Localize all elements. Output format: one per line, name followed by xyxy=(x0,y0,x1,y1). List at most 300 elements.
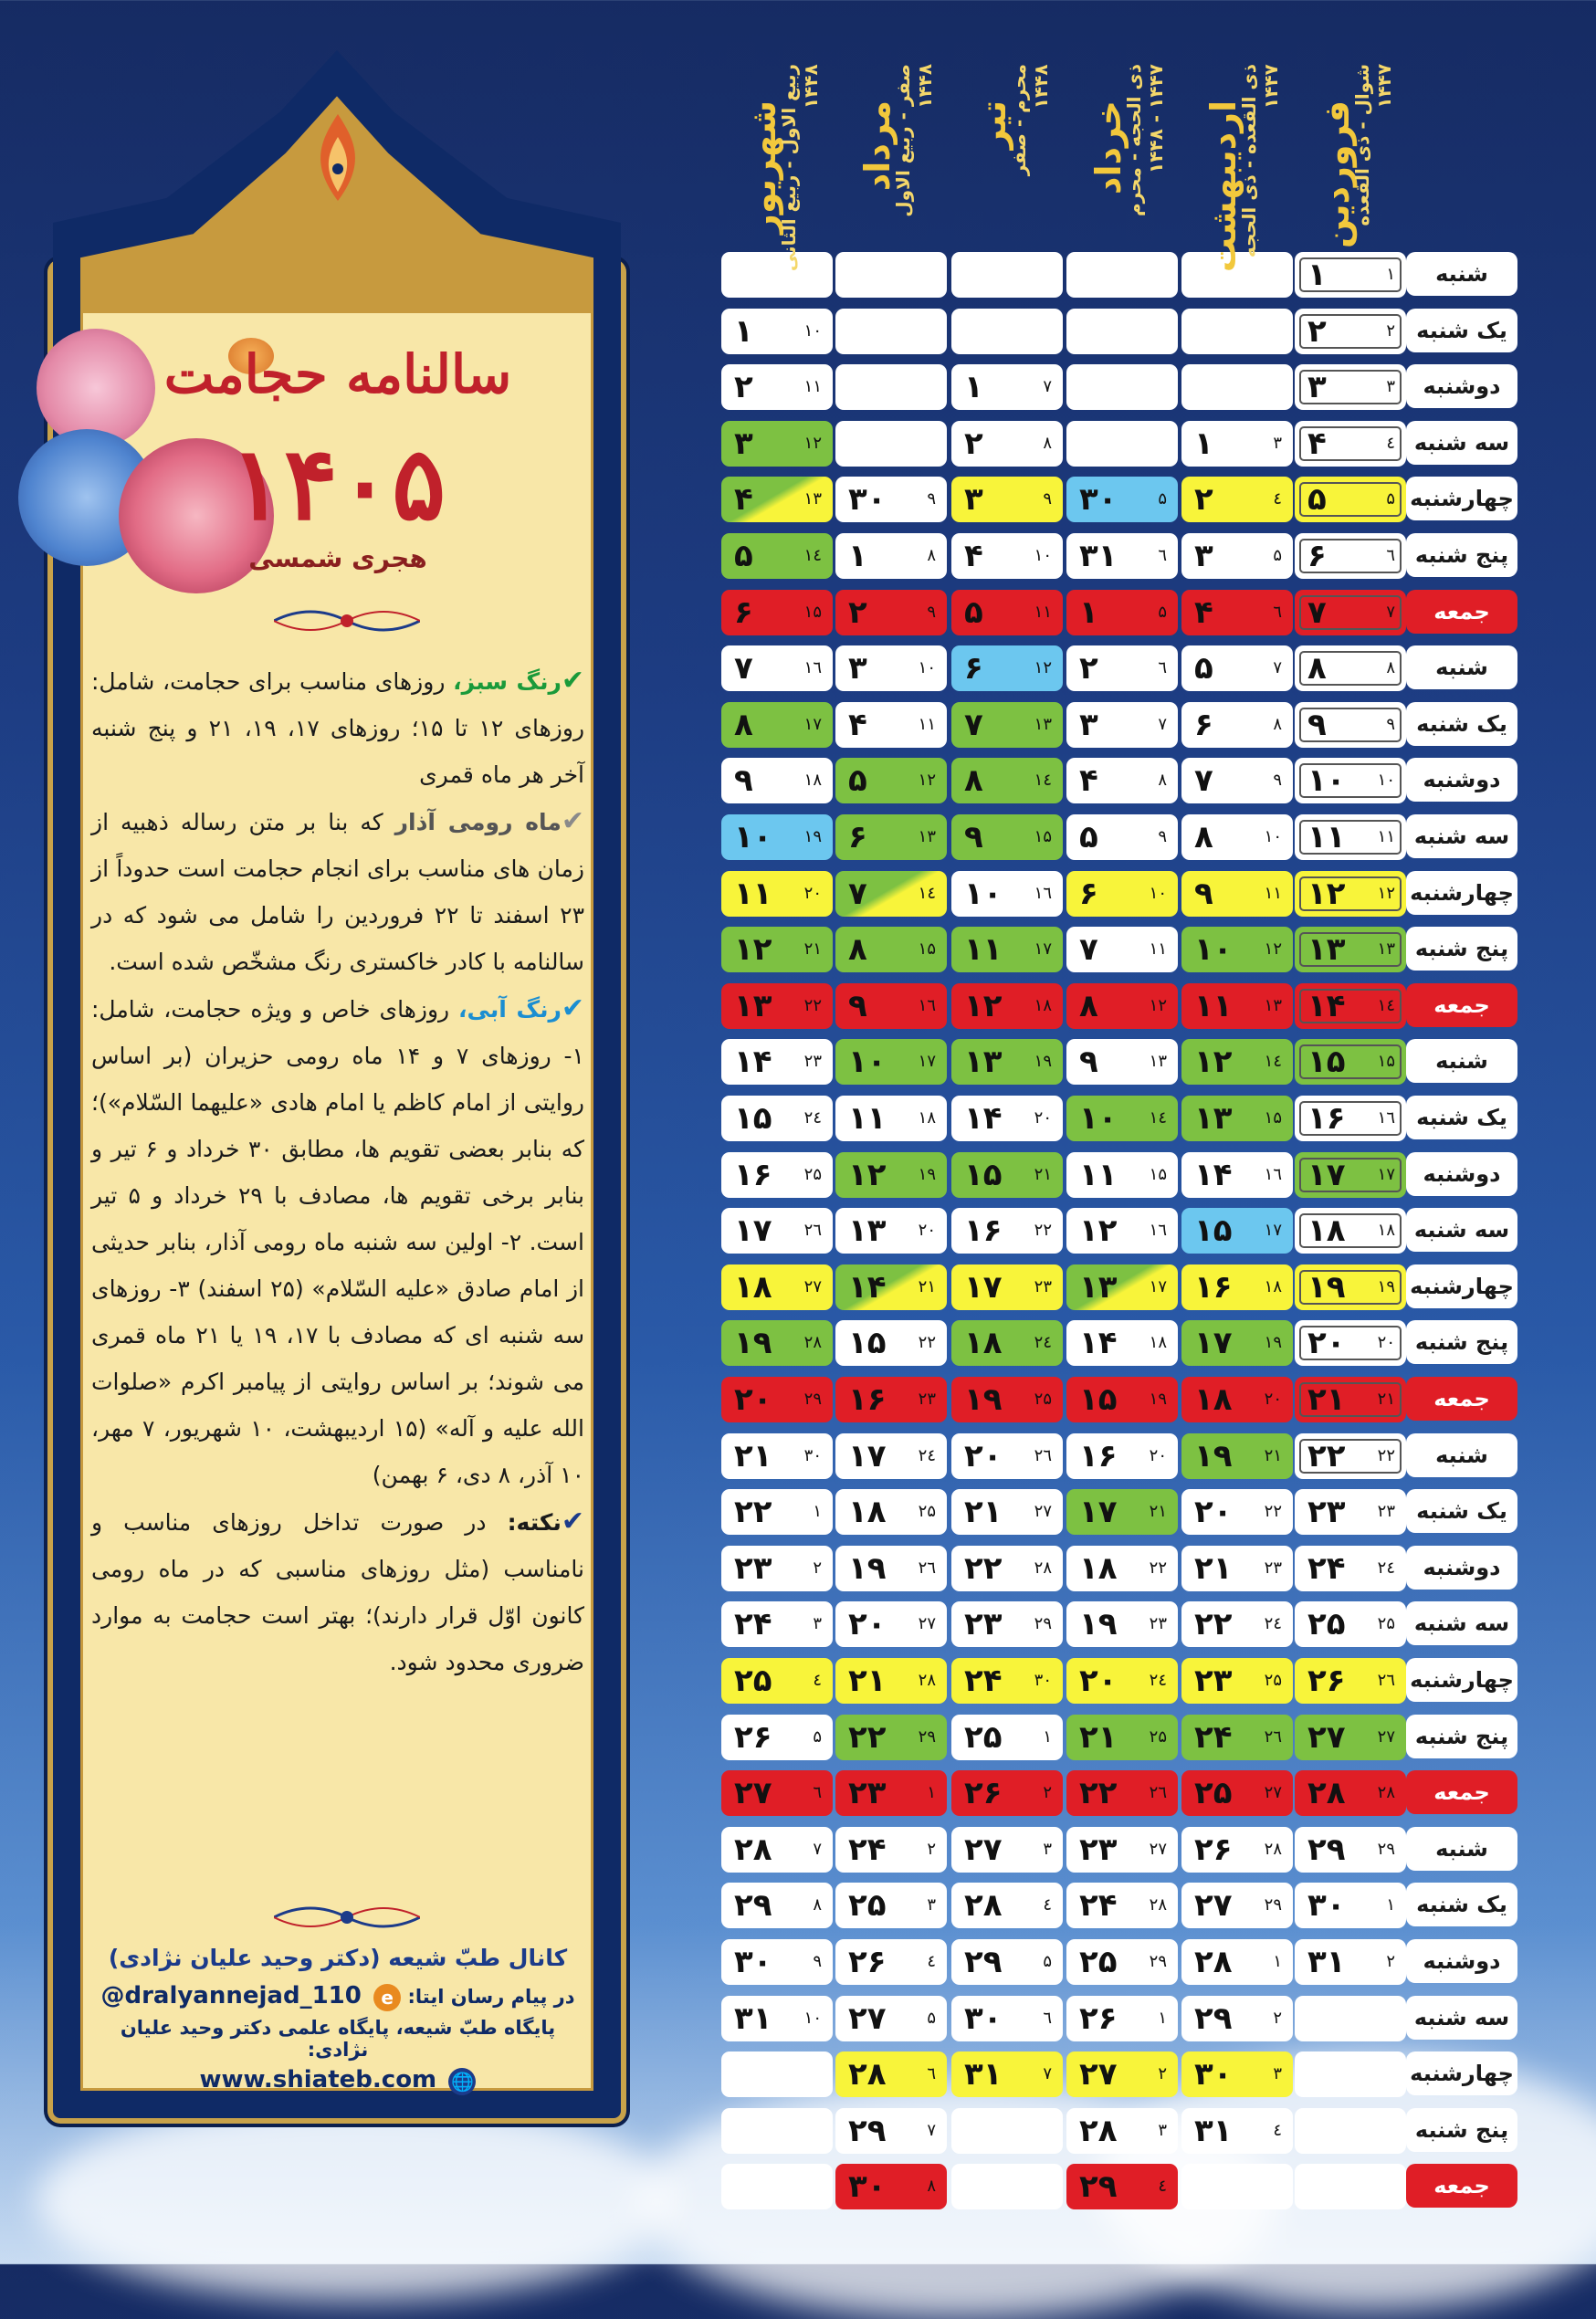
lunar-day-number: ۸ xyxy=(1273,714,1282,734)
calendar-day-cell xyxy=(1295,871,1406,917)
weekday-label: یک شنبه xyxy=(1406,1096,1517,1139)
lunar-day-number: ۱٦ xyxy=(918,995,936,1015)
calendar-day-cell xyxy=(1295,702,1406,748)
lunar-day-number: ۲۰ xyxy=(918,1221,936,1241)
contact-footer xyxy=(91,1945,584,2101)
lunar-day-number: ٦ xyxy=(813,1783,822,1803)
calendar-day-cell xyxy=(835,927,947,972)
lunar-day-number: ٤ xyxy=(1273,489,1282,509)
weekday-label: سه شنبه xyxy=(1406,1601,1517,1645)
calendar-day-cell xyxy=(1066,1996,1178,2041)
calendar-day-cell xyxy=(835,1939,947,1985)
solar-day-number: ۱۸ xyxy=(848,1494,887,1531)
empty-day-cell xyxy=(721,2051,833,2097)
globe-icon: 🌐 xyxy=(448,2068,476,2095)
solar-day-number: ۲ xyxy=(734,369,753,406)
calendar-day-cell xyxy=(721,702,833,748)
solar-day-number: ۷ xyxy=(1307,593,1327,631)
solar-day-number: ۱۳ xyxy=(1079,1268,1118,1306)
lunar-day-number: ۵ xyxy=(813,1726,822,1747)
calendar-day-cell xyxy=(1295,1039,1406,1085)
lunar-day-number: ۱۰ xyxy=(803,320,822,341)
solar-day-number: ۱۹ xyxy=(964,1381,1003,1418)
lunar-day-number: ۲۹ xyxy=(1034,1614,1052,1634)
solar-day-number: ۱۹ xyxy=(734,1325,772,1362)
month-name: خرداد xyxy=(1088,100,1129,195)
calendar-day-cell xyxy=(1066,871,1178,917)
lunar-day-number: ٤ xyxy=(927,1952,936,1971)
lunar-day-number: ۱٦ xyxy=(803,658,822,678)
weekday-label: جمعه xyxy=(1406,590,1517,634)
solar-day-number: ۳۰ xyxy=(734,1944,772,1980)
lunar-day-number: ۱۰ xyxy=(1377,771,1395,791)
lunar-day-number: ۳ xyxy=(1273,433,1282,453)
calendar-day-cell xyxy=(1295,1546,1406,1591)
weekday-label: سه شنبه xyxy=(1406,814,1517,858)
lunar-day-number: ۱۹ xyxy=(803,827,822,846)
solar-day-number: ۳ xyxy=(1307,369,1327,406)
lunar-day-number: ۱٤ xyxy=(1149,1108,1167,1128)
calendar-day-cell xyxy=(1181,1770,1293,1816)
empty-day-cell xyxy=(1181,364,1293,410)
lunar-day-number: ٤ xyxy=(1158,2177,1167,2197)
solar-day-number: ۳۱ xyxy=(734,1999,772,2037)
calendar-day-cell xyxy=(835,1377,947,1422)
solar-day-number: ۹ xyxy=(734,762,753,800)
solar-day-number: ۱۳ xyxy=(964,1044,1003,1081)
calendar-day-cell xyxy=(1181,1546,1293,1591)
solar-day-number: ۲۰ xyxy=(734,1381,772,1418)
calendar-day-cell xyxy=(951,871,1063,917)
weekday-label: دوشنبه xyxy=(1406,758,1517,802)
solar-day-number: ۲۲ xyxy=(848,1718,887,1756)
lunar-day-number: ۳ xyxy=(1043,1839,1052,1859)
calendar-day-cell xyxy=(1181,1658,1293,1704)
solar-day-number: ۹ xyxy=(1307,706,1327,743)
calendar-day-cell xyxy=(721,1883,833,1928)
site-row xyxy=(91,2066,584,2095)
site-label: پایگاه طبّ شیعه، پایگاه علمی دکتر وحید علیان نژادی: xyxy=(120,2017,556,2061)
calendar-day-cell xyxy=(1181,758,1293,803)
lunar-day-number: ٦ xyxy=(1158,658,1167,678)
calendar-day-cell xyxy=(1295,1264,1406,1310)
calendar-day-cell xyxy=(1066,814,1178,860)
lunar-day-number: ۸ xyxy=(1043,433,1052,453)
lunar-day-number: ۲۷ xyxy=(1149,1839,1167,1859)
weekday-label: پنج شنبه xyxy=(1406,927,1517,971)
weekday-label: دوشنبه xyxy=(1406,1939,1517,1983)
lunar-day-number: ۱٦ xyxy=(1377,1108,1395,1128)
lunar-day-number: ۱۲ xyxy=(803,433,822,453)
solar-day-number: ۲۷ xyxy=(1194,1887,1233,1925)
weekday-label: چهارشنبه xyxy=(1406,871,1517,915)
calendar-day-cell xyxy=(721,309,833,354)
calendar-day-cell xyxy=(721,983,833,1029)
month-name: فروردین xyxy=(1317,100,1357,248)
lunar-day-number: ۲۵ xyxy=(1149,1726,1167,1747)
calendar-day-cell xyxy=(835,1546,947,1591)
calendar-day-cell xyxy=(1181,1489,1293,1535)
calendar-day-cell xyxy=(835,1152,947,1198)
empty-day-cell xyxy=(721,2164,833,2209)
check-icon: ✔ xyxy=(561,992,585,1024)
lunar-day-number: ۱۳ xyxy=(1034,714,1052,734)
solar-day-number: ۳ xyxy=(1194,538,1213,574)
lunar-day-number: ۲۰ xyxy=(1377,1333,1395,1353)
empty-day-cell xyxy=(1066,421,1178,467)
lunar-day-number: ۳ xyxy=(1386,377,1395,397)
solar-day-number: ۲۱ xyxy=(964,1494,1003,1531)
calendar-day-cell xyxy=(951,1264,1063,1310)
calendar-day-cell xyxy=(1066,1096,1178,1141)
lunar-day-number: ۲۰ xyxy=(803,883,822,903)
solar-day-number: ۲۰ xyxy=(964,1437,1003,1474)
solar-day-number: ۸ xyxy=(1307,650,1327,687)
lunar-day-number: ۲۵ xyxy=(1034,1390,1052,1409)
solar-day-number: ۱۱ xyxy=(1079,1156,1118,1193)
lunar-day-number: ۲۸ xyxy=(803,1333,822,1353)
solar-day-number: ۱۴ xyxy=(848,1268,887,1306)
lunar-day-number: ۷ xyxy=(1273,658,1282,678)
solar-day-number: ۲۷ xyxy=(964,1831,1003,1868)
solar-day-number: ۱۴ xyxy=(1194,1156,1233,1193)
lunar-day-number: ۲۹ xyxy=(803,1390,822,1409)
lunar-day-number: ۲۵ xyxy=(918,1502,936,1522)
calendar-day-cell xyxy=(1181,1320,1293,1366)
calendar-day-cell xyxy=(835,1827,947,1873)
solar-day-number: ۳۰ xyxy=(848,481,887,519)
calendar-day-cell xyxy=(721,1601,833,1647)
solar-day-number: ۱ xyxy=(964,369,983,406)
lunar-year: ۱۴۴۷ xyxy=(1373,64,1395,109)
lunar-day-number: ۱٤ xyxy=(803,546,822,565)
lunar-day-number: ۱٤ xyxy=(1377,995,1395,1015)
lunar-month-range xyxy=(1238,64,1282,257)
solar-day-number: ۷ xyxy=(1194,762,1213,800)
lunar-day-number: ۱۲ xyxy=(1264,939,1282,960)
solar-day-number: ۵ xyxy=(1194,650,1213,687)
lunar-day-number: ۱۰ xyxy=(918,658,936,678)
solar-day-number: ۲۸ xyxy=(1194,1944,1233,1980)
lunar-day-number: ۲۲ xyxy=(1149,1558,1167,1578)
calendar-day-cell xyxy=(1066,1208,1178,1254)
solar-day-number: ۱۱ xyxy=(1194,987,1233,1024)
calendar-day-cell xyxy=(1181,1208,1293,1254)
lunar-day-number: ۱۱ xyxy=(803,377,822,397)
lunar-day-number: ۷ xyxy=(1386,602,1395,622)
weekday-label: یک شنبه xyxy=(1406,702,1517,746)
lunar-day-number: ٤ xyxy=(1386,433,1395,453)
solar-day-number: ۲۷ xyxy=(1307,1718,1346,1756)
calendar-day-cell xyxy=(1066,1320,1178,1366)
solar-day-number: ۲۸ xyxy=(848,2056,887,2093)
lunar-month-range xyxy=(1123,64,1167,216)
lunar-day-number: ۵ xyxy=(927,2008,936,2028)
calendar-day-cell xyxy=(1066,645,1178,691)
empty-day-cell xyxy=(951,252,1063,298)
calendar-day-cell xyxy=(951,1152,1063,1198)
calendar-day-cell xyxy=(1181,1601,1293,1647)
calendar-day-cell xyxy=(835,1996,947,2041)
calendar-day-cell xyxy=(1066,1939,1178,1985)
solar-day-number: ۱۷ xyxy=(1079,1494,1118,1531)
lunar-day-number: ۱۷ xyxy=(1264,1221,1282,1241)
calendar-day-cell xyxy=(1295,1601,1406,1647)
solar-day-number: ۴ xyxy=(848,706,867,743)
solar-day-number: ۱۷ xyxy=(848,1437,887,1474)
month-header xyxy=(1066,55,1176,247)
lunar-day-number: ۲۸ xyxy=(1264,1839,1282,1859)
calendar-day-cell xyxy=(1181,814,1293,860)
lunar-day-number: ۲ xyxy=(1273,2008,1282,2028)
solar-day-number: ۱۰ xyxy=(848,1044,887,1081)
lunar-day-number: ۳ xyxy=(813,1614,822,1634)
solar-day-number: ۲۴ xyxy=(1307,1549,1346,1587)
lunar-day-number: ۱۱ xyxy=(1377,827,1395,846)
calendar-day-cell xyxy=(1295,1827,1406,1873)
calendar-day-cell xyxy=(835,1658,947,1704)
lunar-day-number: ۲۱ xyxy=(918,1276,936,1296)
lunar-month-range xyxy=(1008,64,1052,175)
legend-green: ✔رنگ سبز، روزهای مناسب برای حجامت، شامل: روزهای ۱۲ تا ۱۵؛ روزهای ۱۷، ۱۹، ۲۱ و پنج شنبه آخر هر ماه قمری xyxy=(91,665,585,788)
solar-day-number: ۱ xyxy=(1194,425,1213,462)
calendar-day-cell xyxy=(1181,871,1293,917)
calendar-day-cell xyxy=(1181,1715,1293,1760)
solar-day-number: ۲ xyxy=(964,425,983,462)
month-name: تیر xyxy=(973,100,1013,150)
lunar-day-number: ۱۹ xyxy=(1149,1390,1167,1409)
lunar-day-number: ۲۰ xyxy=(1264,1390,1282,1409)
solar-day-number: ۷ xyxy=(964,706,983,743)
solar-day-number: ۲۰ xyxy=(848,1606,887,1643)
solar-day-number: ۱۰ xyxy=(964,875,1003,912)
calendar-day-cell xyxy=(1066,1827,1178,1873)
calendar-day-cell xyxy=(951,1601,1063,1647)
calendar-day-cell xyxy=(1066,2051,1178,2097)
lunar-day-number: ۲۹ xyxy=(918,1726,936,1747)
calendar-day-cell xyxy=(951,2051,1063,2097)
solar-day-number: ۱۹ xyxy=(1079,1606,1118,1643)
solar-day-number: ۲۲ xyxy=(964,1549,1003,1587)
weekday-label: پنج شنبه xyxy=(1406,1715,1517,1758)
lunar-day-number: ۱۱ xyxy=(918,714,936,734)
lunar-day-number: ۱۹ xyxy=(1034,1052,1052,1072)
solar-day-number: ۱۹ xyxy=(1194,1437,1233,1474)
lunar-month-names: ذی الحجه - محرم xyxy=(1123,64,1145,217)
solar-day-number: ۷ xyxy=(848,875,867,912)
solar-day-number: ۲۸ xyxy=(734,1831,772,1868)
lunar-month-names: صفر - ربیع الاول xyxy=(892,64,914,217)
calendar-day-cell xyxy=(951,1827,1063,1873)
lunar-day-number: ۱ xyxy=(927,1783,936,1803)
calendar-day-cell xyxy=(951,1208,1063,1254)
calendar-day-cell xyxy=(951,1996,1063,2041)
lunar-day-number: ٤ xyxy=(813,1671,822,1690)
solar-day-number: ۷ xyxy=(734,650,753,687)
empty-day-cell xyxy=(1295,1996,1406,2041)
solar-day-number: ۲۲ xyxy=(734,1494,772,1531)
solar-day-number: ۱ xyxy=(848,538,867,574)
solar-day-number: ۴ xyxy=(1307,425,1327,462)
solar-day-number: ۱۲ xyxy=(734,931,772,969)
lunar-month-range xyxy=(778,64,822,271)
solar-day-number: ۲۳ xyxy=(1079,1831,1118,1868)
weekday-label: پنج شنبه xyxy=(1406,1320,1517,1364)
calendar-day-cell xyxy=(1295,814,1406,860)
lunar-day-number: ۵ xyxy=(1386,489,1395,509)
solar-day-number: ۲۵ xyxy=(734,1663,772,1699)
lunar-day-number: ۲٤ xyxy=(1264,1614,1282,1634)
weekday-label: سه شنبه xyxy=(1406,1208,1517,1252)
calendar-day-cell xyxy=(951,364,1063,410)
lunar-day-number: ۲ xyxy=(1158,2064,1167,2084)
calendar-day-cell xyxy=(721,1770,833,1816)
solar-day-number: ۶ xyxy=(1307,538,1327,574)
solar-day-number: ۷ xyxy=(1079,931,1098,969)
lunar-day-number: ۱۸ xyxy=(1034,995,1052,1015)
weekday-label: شنبه xyxy=(1406,1433,1517,1477)
solar-day-number: ۱۴ xyxy=(734,1044,772,1081)
lunar-day-number: ۲۷ xyxy=(918,1614,936,1634)
calendar-day-cell xyxy=(721,1433,833,1479)
lunar-day-number: ٦ xyxy=(927,2064,936,2084)
lunar-day-number: ۹ xyxy=(927,489,936,509)
empty-day-cell xyxy=(1181,2164,1293,2209)
calendar-day-cell xyxy=(1295,1377,1406,1422)
lunar-day-number: ۳۰ xyxy=(1034,1671,1052,1690)
calendar-day-cell xyxy=(721,1152,833,1198)
cloud-decoration xyxy=(37,2100,676,2301)
lunar-day-number: ۲۸ xyxy=(1149,1895,1167,1915)
lunar-day-number: ۲٦ xyxy=(1034,1445,1052,1465)
messenger-handle-link[interactable]: @dralyannejad_110 xyxy=(100,1982,362,2009)
calendar-day-cell xyxy=(835,533,947,579)
lunar-day-number: ۲۳ xyxy=(1034,1276,1052,1296)
solar-day-number: ۲۵ xyxy=(1194,1775,1233,1812)
check-icon: ✔ xyxy=(561,665,584,697)
empty-day-cell xyxy=(951,2164,1063,2209)
solar-day-number: ۲۳ xyxy=(964,1606,1003,1643)
lunar-day-number: ۱٦ xyxy=(1034,883,1052,903)
lunar-day-number: ۱۲ xyxy=(1034,658,1052,678)
site-url-link[interactable]: www.shiateb.com xyxy=(199,2066,437,2093)
lunar-day-number: ۱۲ xyxy=(1377,883,1395,903)
calendar-day-cell xyxy=(951,1489,1063,1535)
calendar-day-cell xyxy=(1295,1939,1406,1985)
lunar-day-number: ۲۷ xyxy=(803,1276,822,1296)
solar-day-number: ۱۰ xyxy=(1307,762,1346,800)
lunar-day-number: ۲٤ xyxy=(918,1445,936,1465)
empty-day-cell xyxy=(835,421,947,467)
lunar-year: ۱۴۴۷ xyxy=(1260,64,1282,109)
lunar-month-names: شوال - ذی القعده xyxy=(1351,64,1373,226)
solar-day-number: ۲۵ xyxy=(964,1718,1003,1756)
solar-day-number: ۱۹ xyxy=(1307,1268,1346,1306)
lunar-day-number: ۲٦ xyxy=(1264,1726,1282,1747)
solar-day-number: ۹ xyxy=(848,987,867,1024)
solar-day-number: ۲۴ xyxy=(848,1831,887,1868)
calendar-day-cell xyxy=(721,1096,833,1141)
lunar-day-number: ۲٦ xyxy=(918,1558,936,1578)
calendar-day-cell xyxy=(1066,477,1178,522)
weekday-label: سه شنبه xyxy=(1406,1996,1517,2040)
calendar-day-cell xyxy=(951,1320,1063,1366)
solar-day-number: ۱۶ xyxy=(734,1156,772,1193)
calendar-day-cell xyxy=(835,1320,947,1366)
solar-day-number: ۱۰ xyxy=(734,819,772,855)
calendar-day-cell xyxy=(721,533,833,579)
lunar-month-range xyxy=(892,64,936,217)
solar-day-number: ۱۷ xyxy=(1307,1156,1346,1193)
calendar-day-cell xyxy=(1295,983,1406,1029)
solar-day-number: ۲۹ xyxy=(1194,1999,1233,2037)
lunar-day-number: ۲۰ xyxy=(1034,1108,1052,1128)
lunar-day-number: ۲٤ xyxy=(1377,1558,1395,1578)
lunar-day-number: ۱۸ xyxy=(1377,1221,1395,1241)
calendar-day-cell xyxy=(951,477,1063,522)
lunar-day-number: ۱۸ xyxy=(1149,1333,1167,1353)
lunar-day-number: ۱۳ xyxy=(918,827,936,846)
calendar-day-cell xyxy=(1066,2164,1178,2209)
lunar-day-number: ۲۷ xyxy=(1264,1783,1282,1803)
month-header xyxy=(1181,55,1291,273)
calendar-day-cell xyxy=(721,1320,833,1366)
lunar-day-number: ۲٦ xyxy=(1377,1671,1395,1690)
lunar-day-number: ۲ xyxy=(1386,1952,1395,1971)
lunar-day-number: ۱۵ xyxy=(1149,1164,1167,1184)
lunar-day-number: ۱ xyxy=(813,1502,822,1522)
calendar-day-cell xyxy=(835,2108,947,2154)
solar-day-number: ۲۴ xyxy=(1194,1718,1233,1756)
lunar-day-number: ۵ xyxy=(1043,1952,1052,1971)
calendar-day-cell xyxy=(1295,1152,1406,1198)
lunar-day-number: ۲۸ xyxy=(918,1671,936,1690)
weekday-label: دوشنبه xyxy=(1406,1152,1517,1196)
calendar-day-cell xyxy=(835,871,947,917)
month-header xyxy=(721,55,831,272)
lunar-day-number: ۸ xyxy=(927,2177,936,2197)
solar-day-number: ۲۹ xyxy=(1307,1831,1346,1868)
calendar-day-cell xyxy=(1181,702,1293,748)
calendar-day-cell xyxy=(721,814,833,860)
lunar-month-names: ربیع الاول - ربیع الثانی xyxy=(778,64,800,272)
solar-day-number: ۱۲ xyxy=(1307,875,1346,912)
calendar-day-cell xyxy=(1295,1433,1406,1479)
lunar-day-number: ۷ xyxy=(1043,377,1052,397)
calendar-day-cell xyxy=(1181,1039,1293,1085)
solar-day-number: ۱۹ xyxy=(848,1549,887,1587)
solar-day-number: ۱۸ xyxy=(964,1325,1003,1362)
lunar-day-number: ۲۵ xyxy=(803,1164,822,1184)
calendar-day-cell xyxy=(1066,1152,1178,1198)
calendar-day-cell xyxy=(721,1996,833,2041)
lunar-day-number: ۳ xyxy=(927,1895,936,1915)
legend-note: ✔نکته: در صورت تداخل روزهای مناسب و نامناسب (مثل روزهای مناسبی که در ماه رومی کانون اوّل قرار دارند)؛ بهتر است حجامت به موارد ضروری محدود شود. xyxy=(91,1506,584,1675)
solar-day-number: ۲۱ xyxy=(734,1437,772,1474)
lunar-day-number: ۲٤ xyxy=(1149,1671,1167,1690)
month-name: شهریور xyxy=(743,100,783,235)
solar-day-number: ۳۱ xyxy=(1079,538,1118,574)
lunar-day-number: ۲۵ xyxy=(1377,1614,1395,1634)
lunar-day-number: ۱۰ xyxy=(803,2008,822,2028)
calendar-day-cell xyxy=(721,1377,833,1422)
calendar-day-cell xyxy=(721,590,833,635)
lunar-day-number: ۹ xyxy=(1273,771,1282,791)
calendar-day-cell xyxy=(835,1715,947,1760)
solar-day-number: ۳ xyxy=(734,425,753,462)
solar-day-number: ۱ xyxy=(1079,593,1098,631)
solar-day-number: ۱۳ xyxy=(1307,931,1346,969)
